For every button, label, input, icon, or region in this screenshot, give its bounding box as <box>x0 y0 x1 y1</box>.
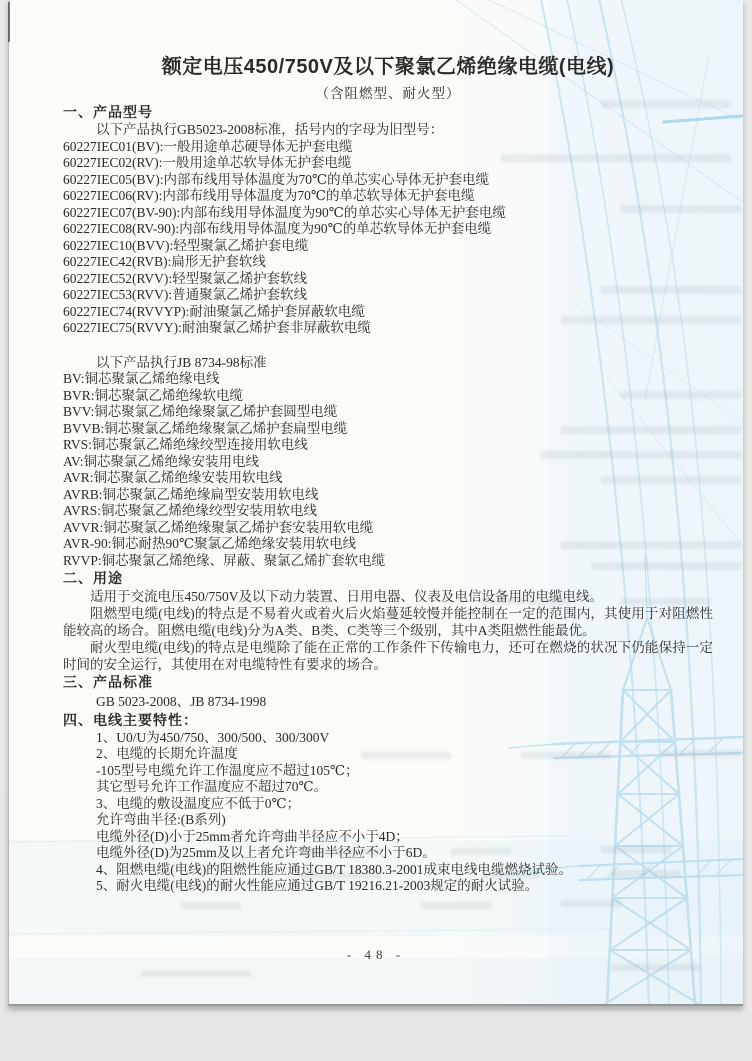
characteristics-item: 其它型号允许工作温度应不超过70℃。 <box>96 779 328 794</box>
characteristics-item: 电缆外径(D)为25mm及以上者允许弯曲半径应不小于6D。 <box>96 845 436 860</box>
characteristics-item: 3、电缆的敷设温度应不低于0℃； <box>96 795 301 811</box>
jb-model-item: RVVP:铜芯聚氯乙烯绝缘、屏蔽、聚氯乙烯扩套软电缆 <box>63 552 386 568</box>
characteristics-item: 5、耐火电缆(电线)的耐火性能应通过GB/T 19216.21-2003规定的耐火试验。 <box>96 878 539 893</box>
characteristics-item: 2、电缆的长期允许温度 <box>96 746 238 761</box>
iec-model-item: 60227IEC07(BV-90):内部布线用导体温度为90℃的单芯实心导体无护套电缆 <box>63 204 506 220</box>
jb-model-item: RVS:铜芯聚氯乙烯绝缘绞型连接用软电线 <box>63 437 308 452</box>
standards-text: GB 5023-2008、JB 8734-1998 <box>96 694 267 709</box>
page-content <box>9 0 743 1004</box>
usage-paragraph: 适用于交流电压450/750V及以下动力装置、日用电器、仪表及电信设备用的电缆电线。 <box>90 589 603 604</box>
iec-model-item: 60227IEC53(RVV):普通聚氯乙烯护套软线 <box>63 287 308 302</box>
section-heading-standards: 三、产品标准 <box>63 674 153 690</box>
models-intro-gb: 以下产品执行GB5023-2008标准，括号内的字母为旧型号： <box>96 122 444 137</box>
models-intro-jb: 以下产品执行JB 8734-98标准 <box>96 354 267 370</box>
iec-model-item: 60227IEC06(RV):内部布线用导体温度为70℃的单芯软导体无护套电缆 <box>63 188 475 203</box>
page-number: - 48 - <box>346 947 406 962</box>
iec-model-item: 60227IEC52(RVV):轻型聚氯乙烯护套软线 <box>63 270 308 286</box>
iec-model-item: 60227IEC74(RVVYP):耐油聚氯乙烯护套屏蔽软电缆 <box>63 303 365 319</box>
jb-model-item: AVRS:铜芯聚氯乙烯绝缘绞型安装用软电线 <box>63 503 318 518</box>
jb-model-item: AV:铜芯聚氯乙烯绝缘安装用电线 <box>63 453 260 469</box>
jb-model-item: AVR-90:铜芯耐热90℃聚氯乙烯绝缘安装用软电线 <box>63 536 357 551</box>
characteristics-item: 1、U0/U为450/750、300/500、300/300V <box>96 729 330 745</box>
jb-model-item: AVRB:铜芯聚氯乙烯绝缘扁型安装用软电线 <box>63 486 319 502</box>
jb-model-item: AVR:铜芯聚氯乙烯绝缘安装用软电线 <box>63 470 283 485</box>
jb-model-item: BVVB:铜芯聚氯乙烯绝缘聚氯乙烯护套扁型电缆 <box>63 420 348 436</box>
usage-paragraph: 耐火型电缆(电线)的特点是电缆除了能在正常的工作条件下传输电力，还可在燃烧的状况下仍能保持一定时间的安全运行，其使用在对电缆特性有要求的场合。 <box>63 640 713 672</box>
jb-model-item: BVV:铜芯聚氯乙烯绝缘聚氯乙烯护套圆型电缆 <box>63 404 338 419</box>
iec-model-item: 60227IEC08(RV-90):内部布线用导体温度为90℃的单芯软导体无护套电缆 <box>63 221 492 236</box>
characteristics-item: 允许弯曲半径:(B系列) <box>96 812 226 827</box>
iec-model-item: 60227IEC10(BVV):轻型聚氯乙烯护套电缆 <box>63 237 309 253</box>
jb-model-item: BV:铜芯聚氯乙烯绝缘电线 <box>63 371 220 386</box>
characteristics-item: -105型号电缆允许工作温度应不超过105℃； <box>96 762 359 778</box>
jb-model-list <box>63 371 713 569</box>
characteristics-item: 4、阻燃电缆(电线)的阻燃性能应通过GB/T 18380.3-2001成束电线电缆燃烧试验。 <box>96 861 572 877</box>
usage-paragraph: 阻燃型电缆(电线)的特点是不易着火或着火后火焰蔓延较慢并能控制在一定的范围内，其使用于对阻燃性能较高的场合。阻燃电缆(电线)分为A类、B类、C类等三个级别，其中A类阻燃性能最优。 <box>63 606 713 638</box>
characteristics-item: 电缆外径(D)小于25mm者允许弯曲半径应不小于4D； <box>96 828 409 844</box>
iec-model-item: 60227IEC75(RVVY):耐油聚氯乙烯护套非屏蔽软电缆 <box>63 320 371 335</box>
page-subtitle: （含阻燃型、耐火型） <box>315 86 461 101</box>
iec-model-list <box>63 139 713 337</box>
iec-model-item: 60227IEC05(BV):内部布线用导体温度为70℃的单芯实心导体无护套电缆 <box>63 171 490 187</box>
page-title: 额定电压450/750V及以下聚氯乙烯绝缘电缆(电线) <box>161 56 615 78</box>
iec-model-item: 60227IEC02(RV):一般用途单芯软导体无护套电缆 <box>63 155 352 170</box>
section-heading-product-models: 一、产品型号 <box>63 104 153 120</box>
document-page <box>8 0 743 1006</box>
section-heading-usage: 二、用途 <box>63 570 123 586</box>
jb-model-item: BVR:铜芯聚氯乙烯绝缘软电缆 <box>63 387 244 403</box>
characteristics-list <box>63 730 713 895</box>
iec-model-item: 60227IEC42(RVB):扁形无护套软线 <box>63 254 266 269</box>
iec-model-item: 60227IEC01(BV):一般用途单芯硬导体无护套电缆 <box>63 138 353 154</box>
jb-model-item: AVVR:铜芯聚氯乙烯绝缘聚氯乙烯护套安装用软电缆 <box>63 519 374 535</box>
usage-paragraphs <box>63 588 713 673</box>
section-heading-characteristics: 四、电线主要特性： <box>63 711 198 728</box>
